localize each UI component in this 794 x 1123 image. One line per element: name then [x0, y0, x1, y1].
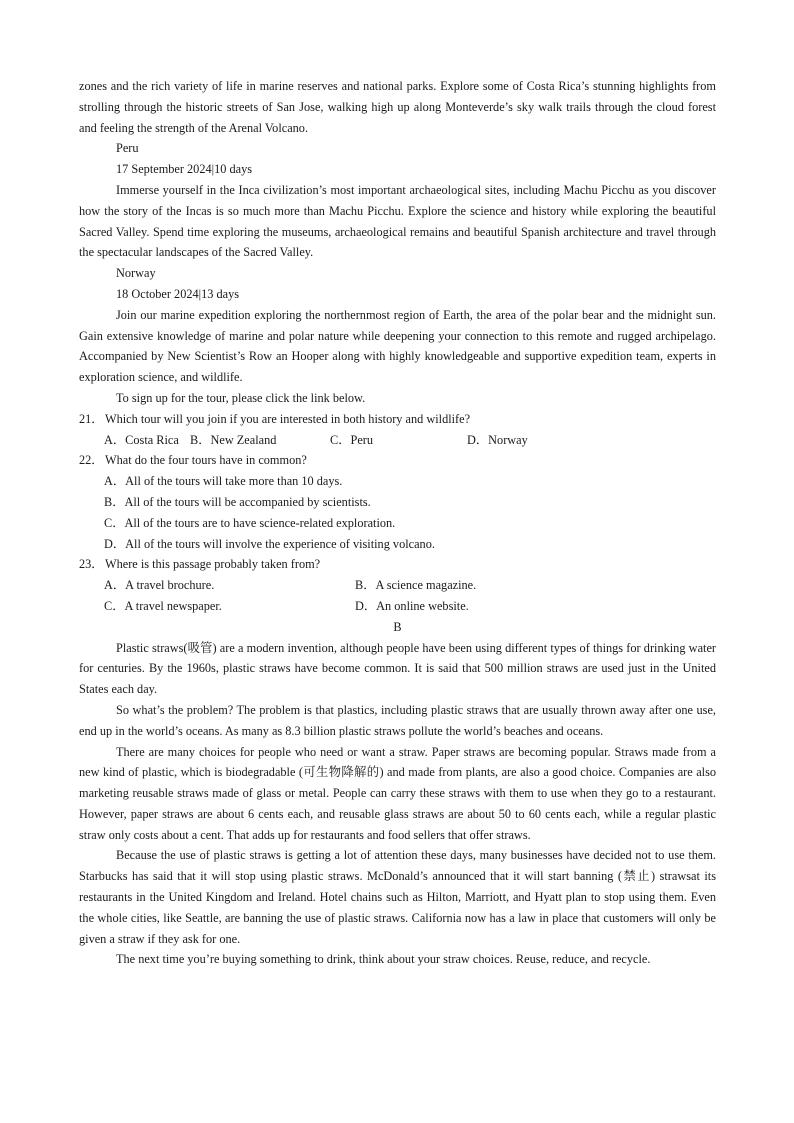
option-a[interactable]: A．A travel brochure. [104, 578, 215, 593]
option-b[interactable]: B．New Zealand [190, 432, 277, 447]
option-a[interactable]: A．All of the tours will take more than 10 days. [104, 474, 343, 489]
section-heading: B [393, 619, 402, 634]
question-22 [79, 450, 716, 554]
paragraph: So what’s the problem? The problem is that plastics, including plastic straws that are usually thrown away after one use, end up in the world’s oceans. As many as 8.3 billion plastic straws pollute the world’s beaches and oceans. [79, 702, 716, 738]
option-c[interactable]: C．Peru [330, 432, 374, 447]
paragraph: Plastic straws(吸管) are a modern invention, although people have been using different types of things for drinking water for centuries. By the 1960s, plastic straws have become common. It is said that 500 million straws are used just in the United States each day. [79, 640, 716, 697]
question-number: 23． [79, 557, 104, 572]
tour-peru [79, 138, 716, 263]
question-stem: What do the four tours have in common? [105, 453, 307, 468]
question-21 [79, 409, 716, 451]
tour-date: 17 September 2024|10 days [116, 162, 252, 177]
exam-page [79, 76, 716, 970]
question-number: 21． [79, 411, 104, 426]
option-b[interactable]: B．A science magazine. [355, 578, 477, 593]
paragraph: The next time you’re buying something to drink, think about your straw choices. Reuse, reduce, and recycle. [116, 952, 651, 967]
tour-date: 18 October 2024|13 days [116, 286, 240, 301]
tour-description: Join our marine expedition exploring the northernmost region of Earth, the area of the polar bear and the midnight sun. Gain extensive knowledge of marine and polar nature while deepening your connection to this remote and rugged archipelago. Accompanied by New Scientist’s Row an Hooper along with highly knowledgeable and supportive expedition team, experts in exploration science, and wildlife. [79, 307, 716, 385]
tour-norway [79, 263, 716, 388]
question-23 [79, 554, 716, 616]
option-c[interactable]: C．All of the tours are to have science-related exploration. [104, 515, 396, 530]
question-number: 22． [79, 453, 104, 468]
option-d[interactable]: D．An online website. [355, 598, 469, 613]
option-a[interactable]: A．Costa Rica [104, 432, 179, 447]
option-d[interactable]: D．All of the tours will involve the experience of visiting volcano. [104, 536, 435, 551]
question-stem: Where is this passage probably taken from? [105, 557, 321, 572]
passage-a-continuation: zones and the rich variety of life in marine reserves and national parks. Explore some of Costa Rica’s stunning highlights from strolling through the historic streets of San Jose, walking high up along Monteverde’s sky walk trails through the cloud forest and feeling the strength of the Arenal Volcano. [79, 79, 716, 135]
answer-options [79, 430, 716, 451]
tour-name: Peru [116, 141, 139, 156]
signup-instruction: To sign up for the tour, please click the link below. [116, 390, 366, 405]
question-stem: Which tour will you join if you are interested in both history and wildlife? [105, 411, 471, 426]
paragraph: There are many choices for people who need or want a straw. Paper straws are becoming popular. Straws made from a new kind of plastic, which is biodegradable (可生物降解的) and made from plants, are also a good choice. Companies are also marketing reusable straws made of glass or metal. People can carry these straws with them to use when they go to a restaurant. However, paper straws are about 6 cents each, and reusable glass straws are about 50 to 60 cents each, while a regular plastic straw only costs about a cent. That adds up for restaurants and food sellers that offer straws. [79, 744, 716, 842]
tour-description: Immerse yourself in the Inca civilization’s most important archaeological sites, including Machu Picchu as you discover how the story of the Incas is so much more than Machu Picchu. Explore the science and history while exploring the beautiful Sacred Valley. Spend time exploring the museums, archaeological remains and beautiful Spanish architecture and travel through the spectacular landscapes of the Sacred Valley. [79, 182, 716, 260]
option-c[interactable]: C．A travel newspaper. [104, 598, 222, 613]
option-d[interactable]: D．Norway [467, 432, 528, 447]
option-b[interactable]: B．All of the tours will be accompanied by scientists. [104, 494, 371, 509]
paragraph: Because the use of plastic straws is getting a lot of attention these days, many businesses have decided not to use them. Starbucks has said that it will stop using plastic straws. McDonald’s announced that it will start banning (禁止) strawsat its restaurants in the United Kingdom and Ireland. Hotel chains such as Hilton, Marriott, and Hyatt plan to stop using them. Even the whole cities, like Seattle, are banning the use of plastic straws. California now has a law in place that customers will only be given a straw if they ask for one. [79, 848, 716, 946]
tour-name: Norway [116, 266, 156, 281]
passage-b [79, 638, 716, 971]
